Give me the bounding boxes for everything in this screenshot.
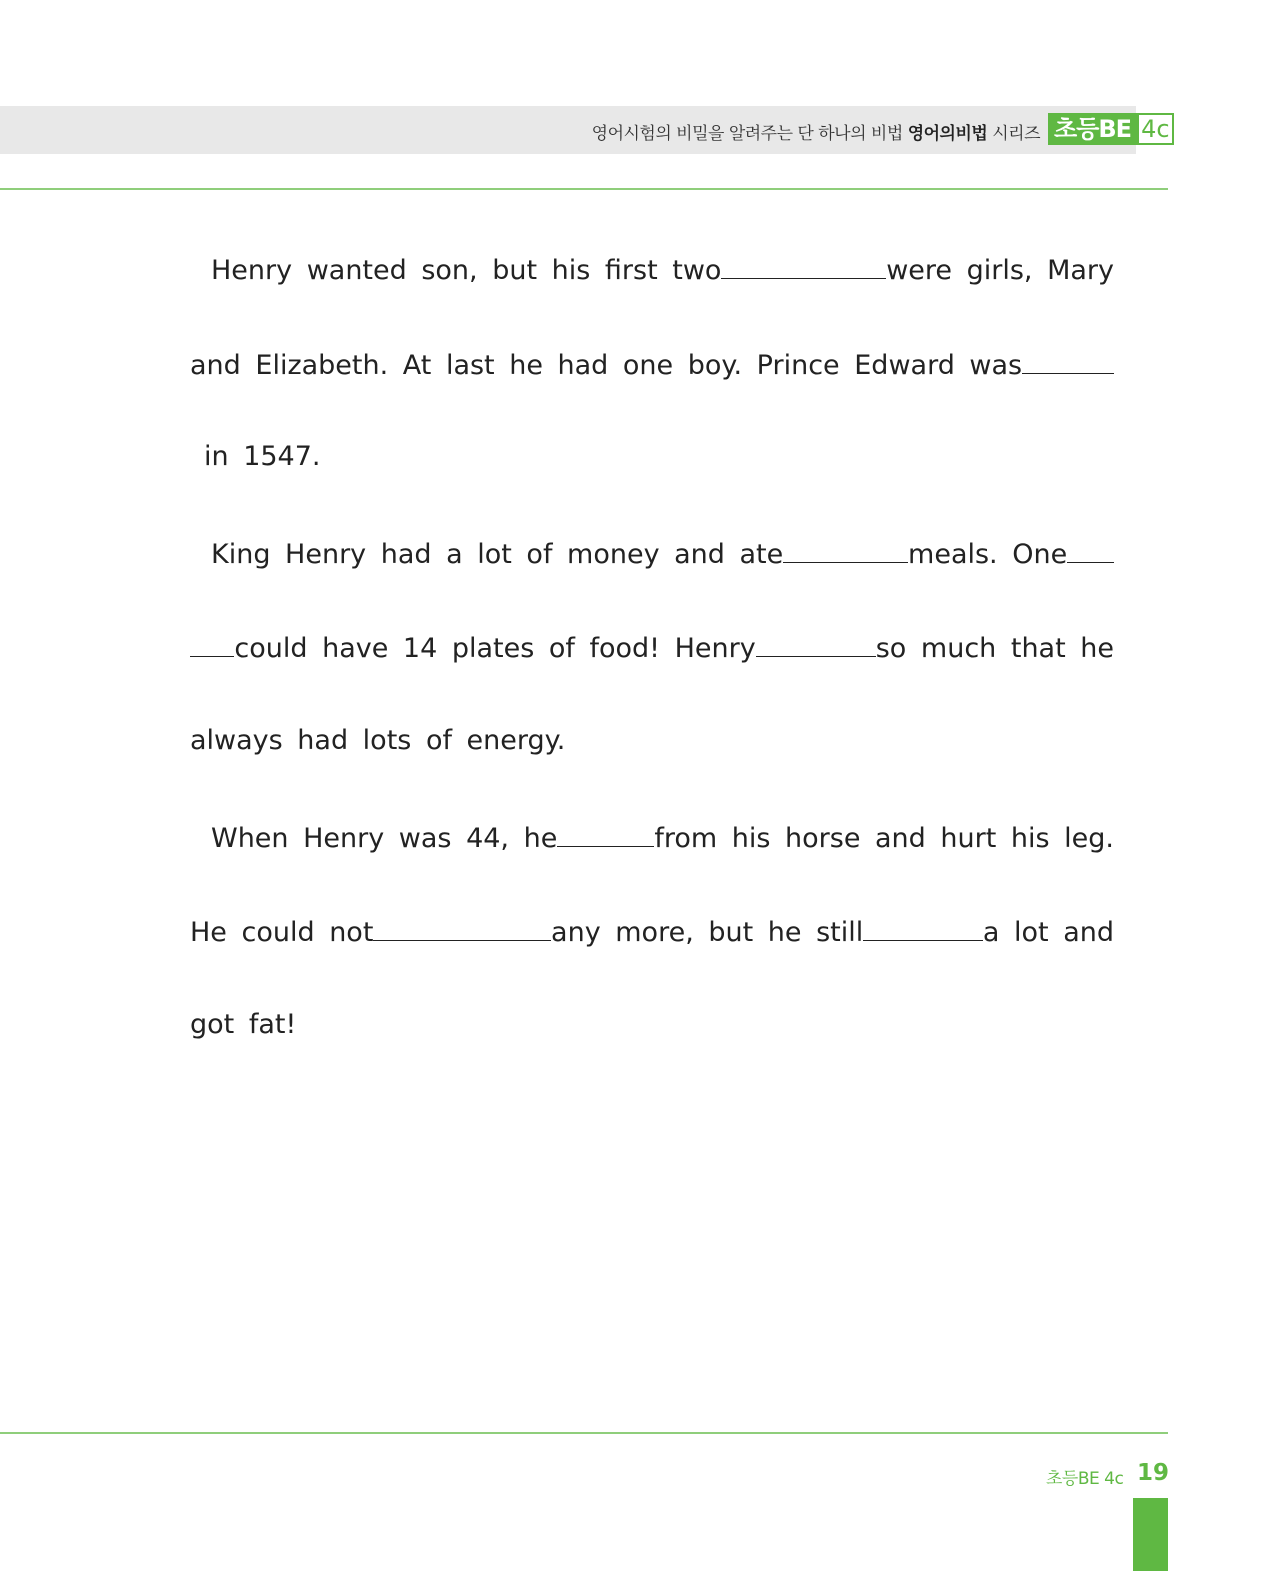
answer-blank[interactable] <box>863 910 983 941</box>
text-segment: When Henry was 44, he <box>211 823 558 854</box>
text-segment: a lot and <box>982 917 1114 948</box>
answer-blank[interactable] <box>190 626 234 657</box>
tagline-text: 영어시험의 비밀을 알려주는 단 하나의 비법 <box>591 124 903 144</box>
badge-main: 초등BE <box>1048 113 1137 145</box>
series-badge <box>1048 113 1174 145</box>
text-segment: always had lots of energy. <box>190 725 566 756</box>
top-divider <box>0 188 1168 190</box>
footer-series-label: 초등BE 4c <box>1046 1469 1124 1489</box>
text-segment: could have 14 plates of food! Henry <box>234 633 756 664</box>
answer-blank[interactable] <box>373 910 551 941</box>
header-tagline <box>592 119 1040 144</box>
text-segment: Henry wanted son, but his first two <box>211 255 722 286</box>
answer-blank[interactable] <box>721 248 886 279</box>
passage-line <box>190 248 1114 288</box>
answer-blank[interactable] <box>557 816 654 847</box>
answer-blank[interactable] <box>1067 532 1114 563</box>
passage-line <box>190 532 1114 572</box>
text-segment: He could not <box>190 917 374 948</box>
text-segment: in 1547. <box>204 441 321 472</box>
text-segment: got fat! <box>190 1009 297 1040</box>
answer-blank[interactable] <box>783 532 908 563</box>
series-suffix: 시리즈 <box>992 124 1040 144</box>
text-segment: and Elizabeth. At last he had one boy. Prince Edward was <box>190 350 1023 381</box>
bottom-divider <box>0 1432 1168 1434</box>
series-name: 영어의비법 <box>907 124 988 144</box>
passage-line <box>190 626 1114 666</box>
text-segment: so much that he <box>875 633 1114 664</box>
text-segment: any more, but he still <box>551 917 864 948</box>
passage-line <box>190 343 1114 383</box>
page-tab <box>1133 1498 1168 1571</box>
text-segment: from his horse and hurt his leg. <box>654 823 1114 854</box>
passage-line <box>190 437 1128 477</box>
text-segment: King Henry had a lot of money and ate <box>211 539 784 570</box>
passage-line <box>190 721 1114 761</box>
passage-line <box>190 910 1114 950</box>
answer-blank[interactable] <box>756 626 876 657</box>
text-segment: were girls, Mary <box>886 255 1114 286</box>
text-segment: meals. One <box>908 539 1068 570</box>
page-number: 19 <box>1137 1460 1170 1486</box>
answer-blank[interactable] <box>1022 343 1114 374</box>
badge-level: 4c <box>1137 113 1173 145</box>
passage-line <box>190 816 1114 856</box>
passage-line <box>190 1005 1114 1045</box>
